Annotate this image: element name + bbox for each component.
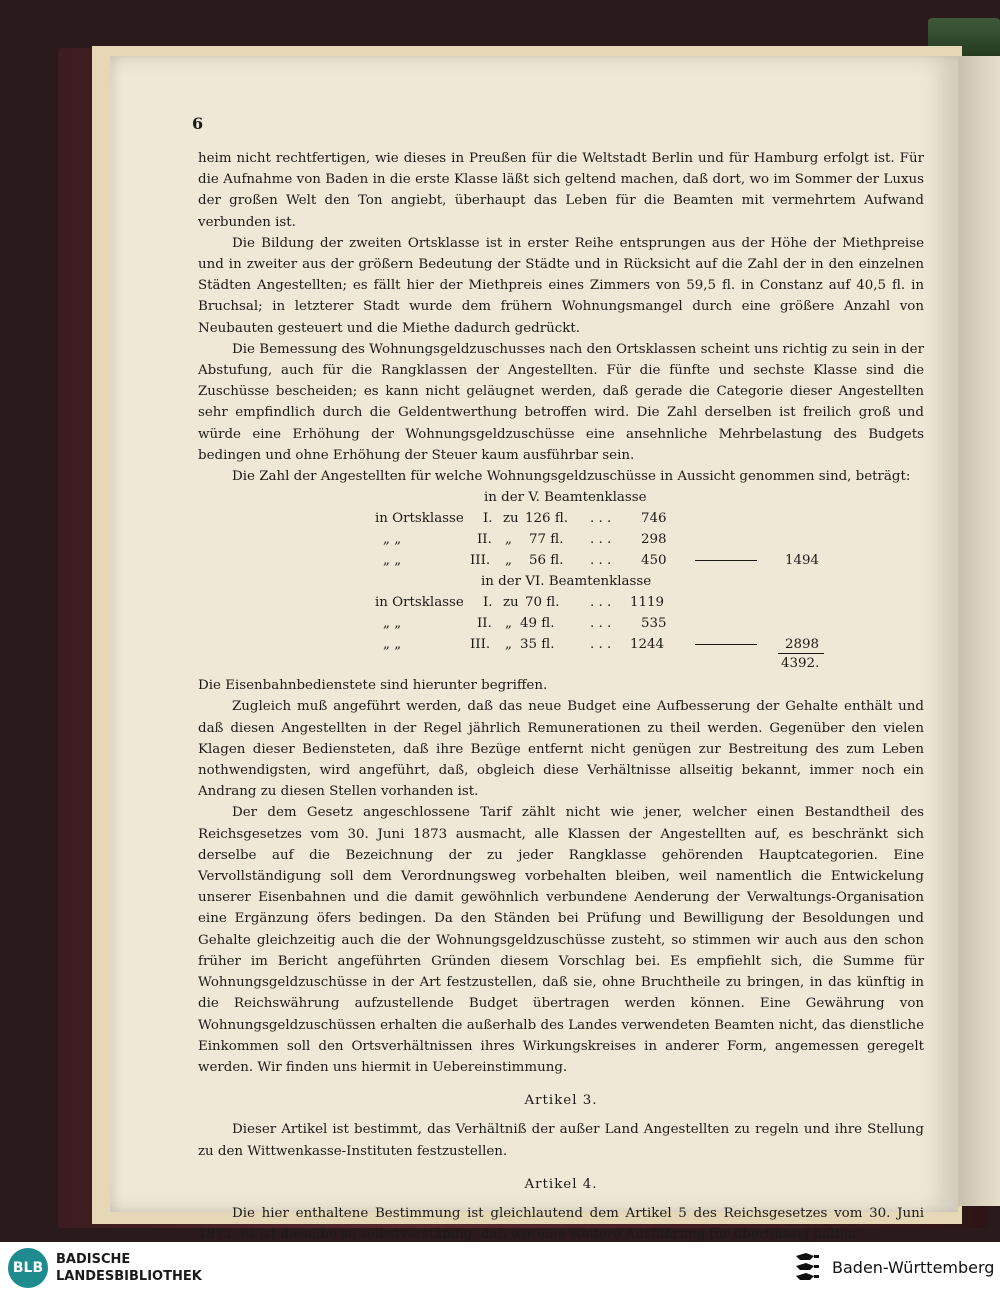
paragraph-3: Die Bemessung des Wohnungsgeldzuschusses nach den Ortsklassen scheint uns richtig zu sein in der Abstufung, auch für die Rangklassen der Angestellten. Für die fünfte und sechste Klasse sind die Zuschüsse bescheiden; es kann nicht geläugnet werden, daß gerade die Categorie dieser Angestellten sehr empfindlich durch die Geldentwerthung betroffen wird. Die Zahl derselben ist freilich groß und würde eine Erhöhung der Wohnungsgeldzuschüsse eine ansehnliche Mehrbelastung des Budgets bedingen und ohne Erhöhung der Steuer kaum ausführbar sein.	[198, 341, 924, 463]
paragraph-2: Die Bildung der zweiten Ortsklasse ist in erster Reihe entsprungen aus der Höhe der Miethpreise und in zweiter aus der größern Bedeutung der Städte und in Rücksicht auf die Zahl der in den einzelnen Städten Angestellten; es fällt hier der Miethpreis eines Zimmers von 59,5 fl. in Constanz auf 40,5 fl. in Bruchsal; in letzterer Stadt wurde dem frühern Wohnungsmangel durch eine größere Anzahl von Neubauten gesteuert und die Miethe dadurch gedrückt.	[198, 235, 924, 336]
table-group-title: in der V. Beamtenklasse	[484, 490, 647, 506]
table-grand-total-row: 4392.	[781, 656, 820, 672]
library-name[interactable]	[56, 1251, 202, 1285]
page-number: 6	[192, 114, 204, 133]
table-row: „ „ III. „ 56 fl. . . . 450 1494	[383, 553, 820, 569]
blb-logo[interactable]: BLB	[8, 1248, 48, 1288]
article-3-text: Dieser Artikel ist bestimmt, das Verhältniß der außer Land Angestellten zu regeln und ihre Stellung zu den Wittwenkasse-Instituten festzustellen.	[198, 1122, 924, 1159]
paragraph-4: Die Zahl der Angestellten für welche Wohnungsgeldzuschüsse in Aussicht genommen sind, beträgt:	[232, 469, 911, 485]
paragraph-7: Der dem Gesetz angeschlossene Tarif zählt nicht wie jener, welcher einen Bestandtheil des Reichsgesetzes vom 30. Juni 1873 ausmacht, alle Klassen der Angestellten auf, es beschränkt sich derselbe auf die Bezeichnung der zu jeder Rangklasse gehörenden Hauptcategorien. Eine Vervollständigung soll dem Verordnungsweg vorbehalten bleiben, weil namentlich die Entwickelung unserer Eisenbahnen und die damit gewöhnlich verbundene Aenderung der Verwaltungs-Organisation eine Ergänzung öfers bedingen. Da den Ständen bei Prüfung und Bewilligung der Besoldungen und Gehalte gleichzeitig auch die der Wohnungsgeldzuschüsse zusteht, so stimmen wir auch aus den schon früher im Bericht angeführten Gründen diesem Vorschlag bei. Es empfiehlt sich, die Summe für Wohnungsgeldzuschüsse in der Art festzustellen, daß sie, ohne Bruchtheile zu bringen, in das künftig in die Reichswährung aufzustellende Budget übertragen werden können. Eine Gewährung von Wohnungsgeldzuschüssen erhalten die außerhalb des Landes verwendeten Beamten nicht, das dienstliche Einkommen soll den Ortsverhältnissen ihres Wirkungskreises in anderer Form, angemessen geregelt werden. Wir finden uns hiermit in Uebereinstimmung.	[198, 805, 924, 1075]
baden-wuerttemberg-lions-icon	[792, 1250, 822, 1286]
right-page-edge	[958, 56, 1000, 1206]
table-row: „ „ III. „ 35 fl. . . . 1244 2898	[383, 637, 820, 653]
table-row: in Ortsklasse I. zu 70 fl. . . . 1119	[375, 595, 665, 611]
staff-table	[198, 487, 924, 672]
paragraph-6: Zugleich muß angeführt werden, daß das neue Budget eine Aufbesserung der Gehalte enthält und daß diesen Angestellten in der Regel jährlich Remunerationen zu theil werden. Gegenüber den vielen Klagen dieser Bediensteten, daß ihre Bezüge entfernt nicht genügen zur Bestreitung des zum Leben nothwendigsten, wird angeführt, daß, obgleich diese Verhältnisse allseitig bekannt, immer noch ein Andrang zu diesen Stellen vorhanden ist.	[198, 699, 924, 800]
table-row: „ „ II. „ 77 fl. . . . 298	[383, 532, 667, 548]
paragraph-5: Die Eisenbahnbedienstete sind hierunter begriffen.	[198, 678, 548, 694]
article-3-heading: Artikel 3.	[524, 1093, 598, 1109]
table-row: „ „ II. „ 49 fl. . . . 535	[383, 616, 667, 632]
library-name-line2: LANDESBIBLIOTHEK	[56, 1269, 202, 1284]
library-footer	[0, 1242, 1000, 1294]
sum-rule	[695, 644, 757, 645]
book-page	[110, 56, 958, 1243]
article-4-text: Die hier enthaltene Bestimmung ist gleichlautend dem Artikel 5 des Reichsgesetzes vom 30. Juni 1873, es ist dieselbe so selbstverständig, daß wir eine weitere Ausführung für überflüssig halten.	[198, 1205, 924, 1243]
table-row: in Ortsklasse I. zu 126 fl. . . . 746	[375, 511, 667, 527]
state-name[interactable]: Baden-Württemberg	[832, 1258, 995, 1277]
library-name-line1: BADISCHE	[56, 1252, 131, 1267]
table-group-title: in der VI. Beamtenklasse	[481, 574, 652, 590]
article-4-heading: Artikel 4.	[524, 1176, 598, 1192]
sum-rule	[695, 560, 757, 561]
page-text	[198, 148, 924, 1245]
paragraph-1: heim nicht rechtfertigen, wie dieses in Preußen für die Weltstadt Berlin und für Hamburg erfolgt ist. Für die Aufnahme von Baden in die erste Klasse läßt sich geltend machen, daß dort, wo im Sommer der Luxus der großen Welt den Ton angiebt, überhaupt das Leben für die Beamten mit vermehrtem Aufwand verbunden ist.	[198, 151, 924, 230]
